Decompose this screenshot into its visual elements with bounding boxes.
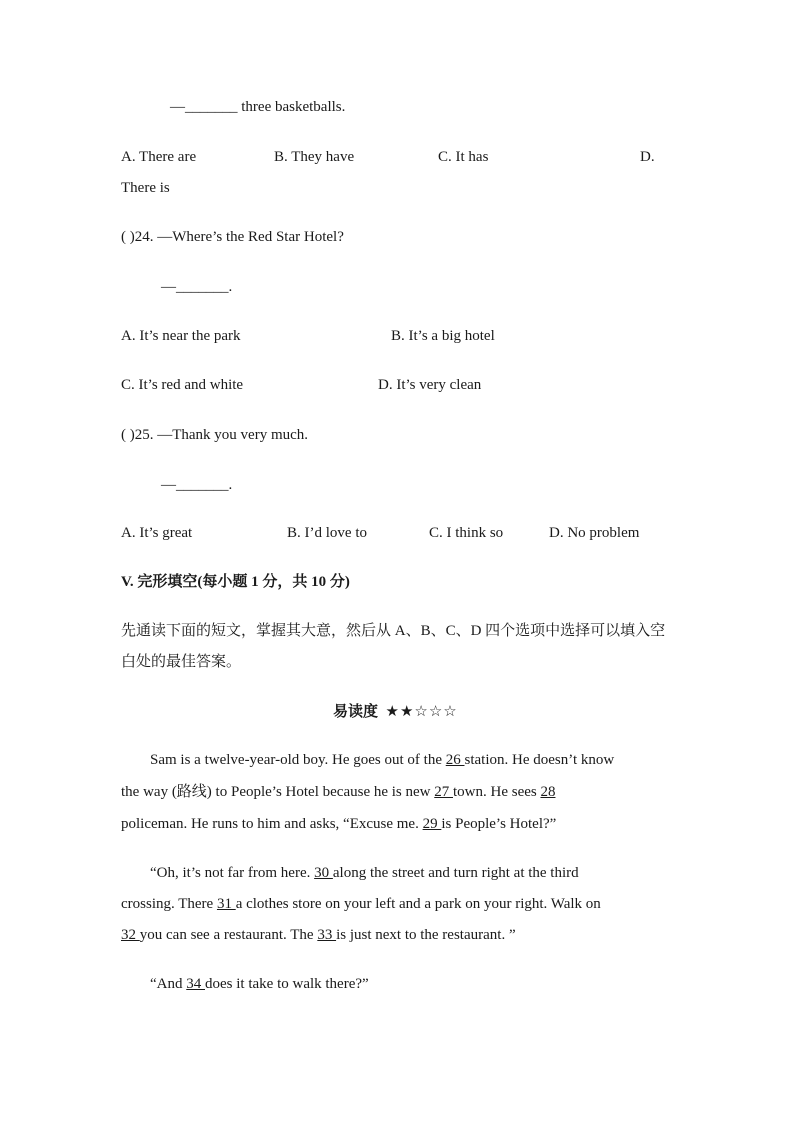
passage-p2-line2 <box>121 897 601 912</box>
passage-text: does it take to walk there?” <box>205 976 369 992</box>
passage-text: Sam is a twelve-year-old boy. He goes out of the <box>150 752 446 768</box>
q23-option-d-wrap: There is <box>121 180 170 196</box>
blank-26: 26 <box>445 752 465 768</box>
passage-text: town. He sees <box>453 784 541 800</box>
q23-option-d: D. <box>640 149 655 165</box>
q23-option-b: B. They have <box>274 149 355 165</box>
passage-text: “And <box>150 976 187 992</box>
q25-option-b: B. I’d love to <box>287 525 367 541</box>
blank-28: 28 <box>540 784 556 800</box>
passage-text: you can see a restaurant. The <box>139 927 318 943</box>
difficulty-row <box>333 705 458 720</box>
q24-option-c: C. It’s red and white <box>121 377 244 393</box>
blank-30: 30 <box>314 865 333 881</box>
q24-answer-line: —_______. <box>161 279 233 295</box>
passage-p2-line3 <box>121 928 516 943</box>
difficulty-stars: ★★☆☆☆ <box>385 704 458 720</box>
q24-option-a: A. It’s near the park <box>121 328 241 344</box>
q23-answer-line: —_______ three basketballs. <box>170 99 346 115</box>
q24-question: ( )24. —Where’s the Red Star Hotel? <box>121 229 344 245</box>
section-heading: V. 完形填空(每小题 1 分，共 10 分) <box>121 574 350 590</box>
passage-text: station. He doesn’t know <box>464 752 615 768</box>
passage-text: is just next to the restaurant. ” <box>336 927 516 943</box>
passage-p3-line1 <box>150 977 369 992</box>
q25-option-a: A. It’s great <box>121 525 193 541</box>
passage-p1-line1 <box>150 753 614 768</box>
q25-option-d: D. No problem <box>549 525 640 541</box>
passage-text: crossing. There <box>121 896 217 912</box>
passage-p1-line3 <box>121 817 556 832</box>
q23-option-c: C. It has <box>438 149 489 165</box>
section-instruction-line1: 先通读下面的短文，掌握其大意，然后从 A、B、C、D 四个选项中选择可以填入空 <box>121 623 666 639</box>
blank-34: 34 <box>186 976 205 992</box>
blank-31: 31 <box>216 896 236 912</box>
q24-option-d: D. It’s very clean <box>378 377 482 393</box>
q25-question: ( )25. —Thank you very much. <box>121 427 309 443</box>
passage-text: the way (路线) to People’s Hotel because he is new <box>121 784 435 800</box>
blank-27: 27 <box>434 784 453 800</box>
passage-text: along the street and turn right at the third <box>332 865 579 881</box>
blank-29: 29 <box>422 816 442 832</box>
passage-text: a clothes store on your left and a park on your right. Walk on <box>235 896 601 912</box>
section-instruction-line2: 白处的最佳答案。 <box>121 654 242 670</box>
difficulty-label: 易读度 <box>333 704 379 720</box>
q23-option-a: A. There are <box>121 149 197 165</box>
q25-option-c: C. I think so <box>429 525 504 541</box>
passage-p2-line1 <box>150 866 579 881</box>
blank-33: 33 <box>317 927 337 943</box>
passage-text: “Oh, it’s not far from here. <box>150 865 315 881</box>
passage-text: policeman. He runs to him and asks, “Excuse me. <box>121 816 423 832</box>
q25-answer-line: —_______. <box>161 477 233 493</box>
q24-option-b: B. It’s a big hotel <box>391 328 495 344</box>
passage-text: is People’s Hotel?” <box>441 816 557 832</box>
blank-32: 32 <box>121 927 140 943</box>
passage-p1-line2 <box>121 785 555 800</box>
